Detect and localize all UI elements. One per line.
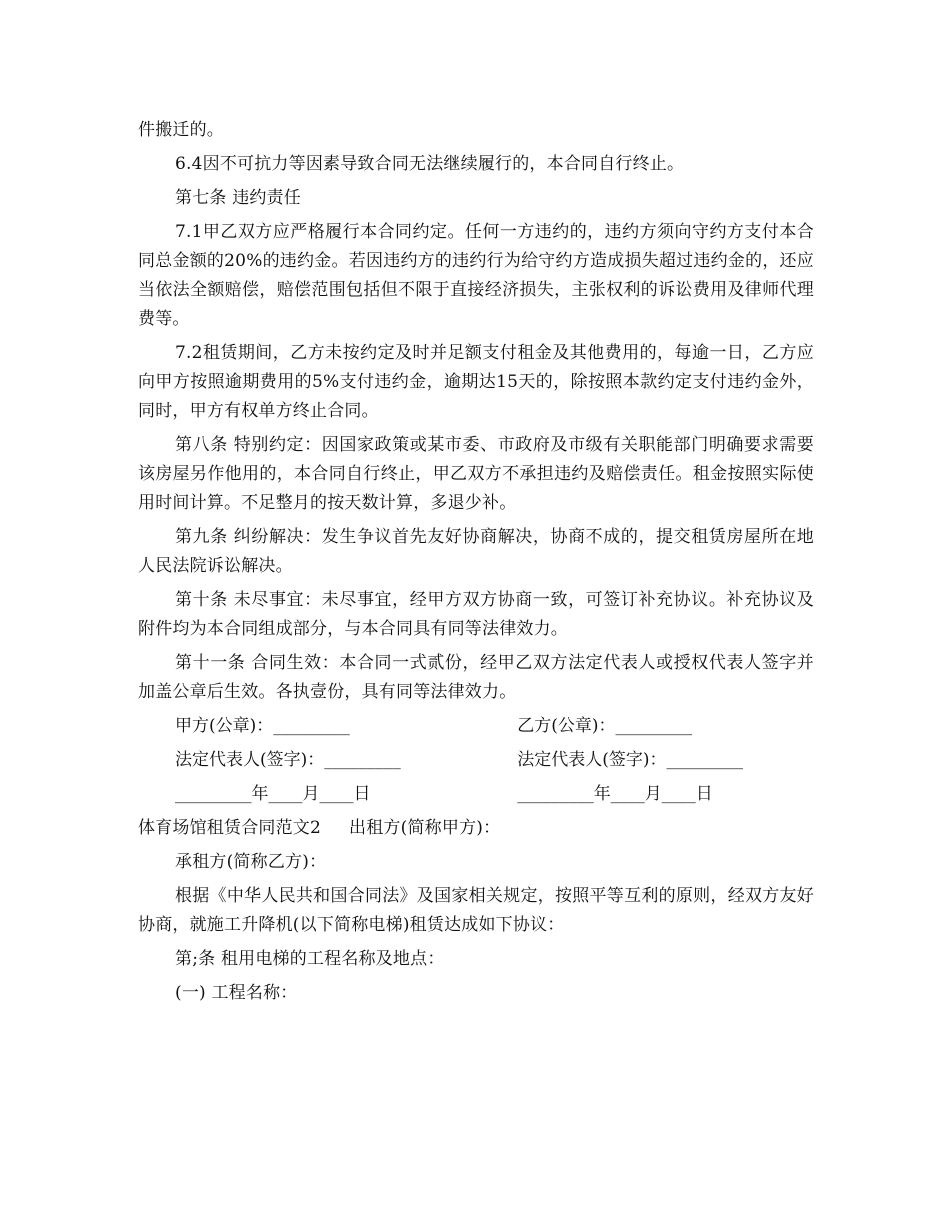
clause-6-4: 6.4因不可抗力等因素导致合同无法继续履行的，本合同自行终止。: [175, 154, 685, 174]
clause-7-1: 7.1甲乙双方应严格履行本合同约定。任何一方违约的，违约方须向守约方支付本合同总金额的20%的违约金。若因违约方的违约行为给守约方造成损失超过违约金的，还应当依法全额赔偿，赔偿范围包括但不限于直接经济损失，主张权利的诉讼费用及律师代理费等。: [138, 222, 814, 329]
article-10: 第十条 未尽事宜：未尽事宜，经甲方双方协商一致，可签订补充协议。补充协议及附件均为本合同组成部分，与本合同具有同等法律效力。: [138, 590, 814, 639]
party-b-seal: 乙方(公章)：_________: [517, 716, 693, 736]
signature-row-seal: [138, 712, 814, 741]
article-9: 第九条 纠纷解决：发生争议首先友好协商解决，协商不成的，提交租赁房屋所在地人民法院诉讼解决。: [138, 527, 814, 576]
document-body: [138, 116, 814, 1013]
party-a-representative: 法定代表人(签字)：_________: [175, 750, 401, 770]
item-1-project-name: (一) 工程名称：: [175, 983, 298, 1003]
paragraph-continuation: 件搬迁的。: [138, 120, 224, 140]
section-2-title: 体育场馆租赁合同范文2 出租方(简称甲方)：: [138, 818, 501, 838]
party-a-date: _________年____月____日: [175, 784, 371, 804]
article-7-heading: 第七条 违约责任: [175, 188, 302, 208]
party-a-seal: 甲方(公章)：_________: [175, 716, 350, 736]
agreement-intro: 根据《中华人民共和国合同法》及国家相关规定，按照平等互利的原则，经双方友好协商，就施工升降机(以下简称电梯)租赁达成如下协议：: [138, 886, 814, 935]
article-1-heading: 第;条 租用电梯的工程名称及地点：: [175, 949, 445, 969]
article-8: 第八条 特别约定：因国家政策或某市委、市政府及市级有关职能部门明确要求需要该房屋另作他用的，本合同自行终止，甲乙双方不承担违约及赔偿责任。租金按照实际使用时间计算。不足整月的按天数计算，多退少补。: [138, 435, 814, 513]
clause-7-2: 7.2租赁期间，乙方未按约定及时并足额支付租金及其他费用的，每逾一日，乙方应向甲方按照逾期费用的5%支付违约金，逾期达15天的，除按照本款约定支付违约金外，同时，甲方有权单方终止合同。: [138, 343, 814, 421]
article-11: 第十一条 合同生效：本合同一式贰份，经甲乙双方法定代表人或授权代表人签字并加盖公章后生效。各执壹份，具有同等法律效力。: [138, 653, 814, 702]
party-b-representative: 法定代表人(签字)：_________: [517, 750, 744, 770]
lessee-line: 承租方(简称乙方)：: [175, 852, 327, 872]
party-b-date: _________年____月____日: [517, 784, 713, 804]
signature-row-representative: [138, 746, 814, 775]
signature-row-date: [138, 780, 814, 809]
